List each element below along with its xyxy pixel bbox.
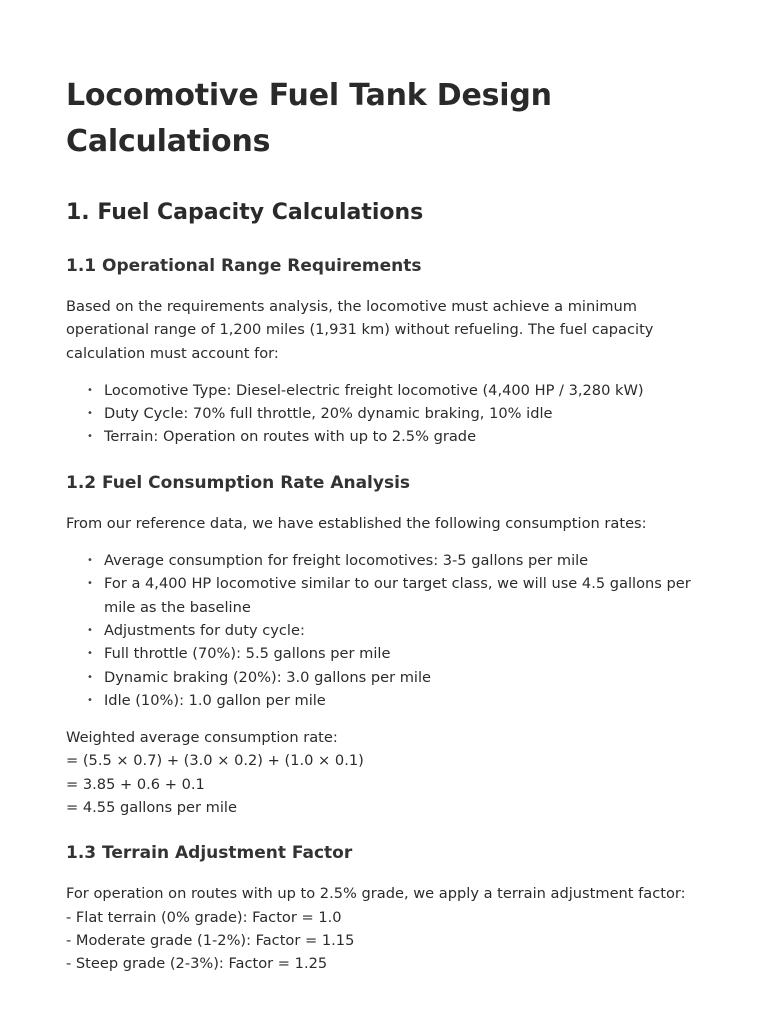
terrain-line: - Moderate grade (1-2%): Factor = 1.15 <box>66 931 355 949</box>
subsection-heading-consumption-rate: 1.2 Fuel Consumption Rate Analysis <box>66 472 411 493</box>
list-item: • Dynamic braking (20%): 3.0 gallons per mile <box>104 666 702 689</box>
list-item: • Adjustments for duty cycle: <box>104 619 702 642</box>
requirements-list <box>66 379 702 449</box>
list-item: • For a 4,400 HP locomotive similar to our target class, we will use 4.5 gallons per mile as the baseline <box>104 572 702 619</box>
calc-line: = 3.85 + 0.6 + 0.1 <box>66 775 205 793</box>
subsection-heading-terrain-adjustment: 1.3 Terrain Adjustment Factor <box>66 843 353 864</box>
list-item: • Full throttle (70%): 5.5 gallons per mile <box>104 642 702 665</box>
list-item: • Average consumption for freight locomotives: 3-5 gallons per mile <box>104 549 702 572</box>
terrain-line: - Steep grade (2-3%): Factor = 1.25 <box>66 955 328 973</box>
terrain-line: - Flat terrain (0% grade): Factor = 1.0 <box>66 908 342 926</box>
list-item: • Terrain: Operation on routes with up to 2.5% grade <box>104 425 702 448</box>
calc-line: = (5.5 × 0.7) + (3.0 × 0.2) + (1.0 × 0.1) <box>66 752 364 770</box>
calc-line: = 4.55 gallons per mile <box>66 799 237 817</box>
list-item: • Duty Cycle: 70% full throttle, 20% dynamic braking, 10% idle <box>104 402 702 425</box>
calc-line: Weighted average consumption rate: <box>66 729 338 747</box>
terrain-line: For operation on routes with up to 2.5% grade, we apply a terrain adjustment factor: <box>66 885 686 903</box>
subsection-heading-operational-range: 1.1 Operational Range Requirements <box>66 256 422 276</box>
section-heading-fuel-capacity: 1. Fuel Capacity Calculations <box>66 200 424 225</box>
list-item: • Locomotive Type: Diesel-electric freight locomotive (4,400 HP / 3,280 kW) <box>104 379 702 402</box>
consumption-list <box>66 549 702 712</box>
operational-range-paragraph: Based on the requirements analysis, the locomotive must achieve a minimum operational range of 1,200 miles (1,931 km) without refueling. The fuel capacity calculation must account for: <box>66 298 654 362</box>
page-title: Locomotive Fuel Tank Design Calculations <box>66 78 552 159</box>
consumption-rate-paragraph: From our reference data, we have established the following consumption rates: <box>66 514 647 532</box>
weighted-average-calculation <box>66 726 702 819</box>
terrain-adjustment-paragraph <box>66 882 702 975</box>
list-item: • Idle (10%): 1.0 gallon per mile <box>104 689 702 712</box>
